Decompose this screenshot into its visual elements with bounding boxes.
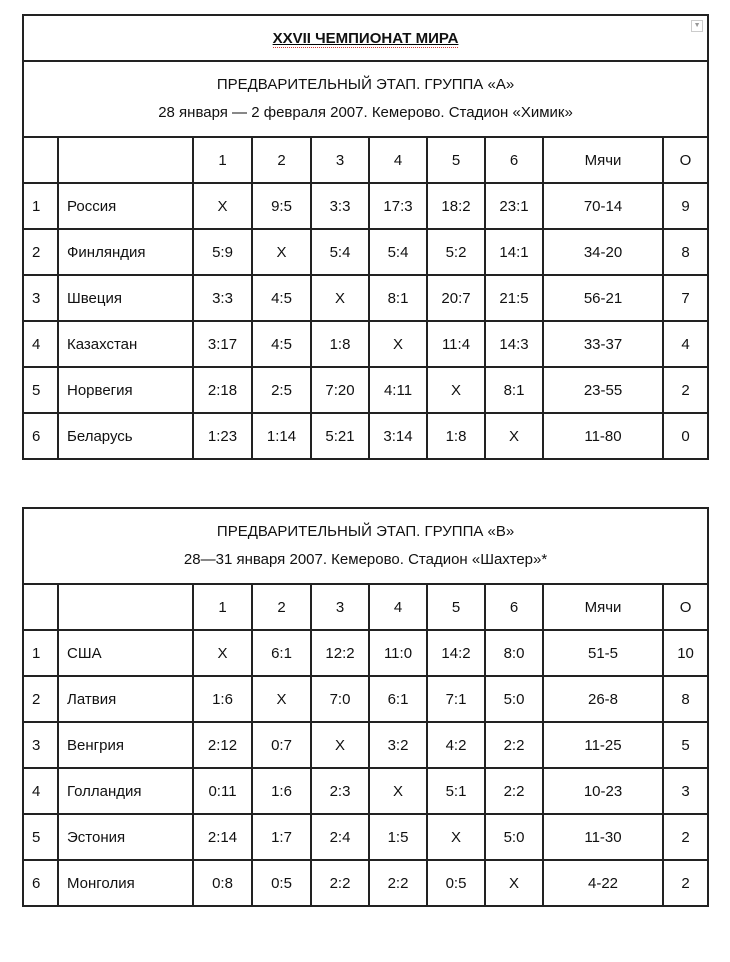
score-cell: 7:1 — [427, 676, 485, 722]
team-name: Швеция — [58, 275, 193, 321]
points-cell: 2 — [663, 860, 708, 906]
header-goals: Мячи — [543, 137, 663, 183]
goals-cell: 4-22 — [543, 860, 663, 906]
score-cell: 1:5 — [369, 814, 427, 860]
score-cell: 4:2 — [427, 722, 485, 768]
table-row — [23, 860, 708, 906]
score-cell: 2:2 — [485, 722, 543, 768]
table-row — [23, 367, 708, 413]
score-cell: 5:1 — [427, 768, 485, 814]
championship-title: XXVII ЧЕМПИОНАТ МИРА ▼ — [23, 15, 708, 61]
row-number: 5 — [23, 814, 58, 860]
score-cell: 0:11 — [193, 768, 252, 814]
team-name: США — [58, 630, 193, 676]
score-cell: 5:0 — [485, 676, 543, 722]
header-col: 1 — [193, 137, 252, 183]
score-cell: 3:14 — [369, 413, 427, 459]
score-cell: 7:20 — [311, 367, 369, 413]
team-name: Монголия — [58, 860, 193, 906]
score-cell: X — [369, 768, 427, 814]
points-cell: 10 — [663, 630, 708, 676]
score-cell: 14:1 — [485, 229, 543, 275]
header-points: О — [663, 584, 708, 630]
header-col: 2 — [252, 137, 311, 183]
score-cell: 3:3 — [311, 183, 369, 229]
points-cell: 8 — [663, 229, 708, 275]
score-cell: 8:0 — [485, 630, 543, 676]
score-cell: 2:4 — [311, 814, 369, 860]
team-name: Норвегия — [58, 367, 193, 413]
score-cell: 0:5 — [252, 860, 311, 906]
score-cell: 12:2 — [311, 630, 369, 676]
row-number: 3 — [23, 275, 58, 321]
score-cell: 7:0 — [311, 676, 369, 722]
score-cell: 11:0 — [369, 630, 427, 676]
score-cell: 14:2 — [427, 630, 485, 676]
header-col: 4 — [369, 137, 427, 183]
header-team — [58, 584, 193, 630]
group-b-table — [22, 507, 709, 907]
goals-cell: 11-80 — [543, 413, 663, 459]
score-cell: X — [427, 367, 485, 413]
score-cell: 23:1 — [485, 183, 543, 229]
table-row — [23, 183, 708, 229]
score-cell: 14:3 — [485, 321, 543, 367]
score-cell: 5:21 — [311, 413, 369, 459]
score-cell: 1:23 — [193, 413, 252, 459]
score-cell: X — [252, 229, 311, 275]
score-cell: 2:18 — [193, 367, 252, 413]
score-cell: X — [193, 630, 252, 676]
goals-cell: 26-8 — [543, 676, 663, 722]
score-cell: X — [311, 275, 369, 321]
goals-cell: 11-25 — [543, 722, 663, 768]
score-cell: X — [427, 814, 485, 860]
team-name: Россия — [58, 183, 193, 229]
score-cell: 0:5 — [427, 860, 485, 906]
score-cell: X — [485, 413, 543, 459]
group-b-header — [23, 508, 708, 584]
score-cell: 0:7 — [252, 722, 311, 768]
header-num — [23, 137, 58, 183]
score-cell: 1:6 — [252, 768, 311, 814]
header-col: 5 — [427, 584, 485, 630]
header-col: 4 — [369, 584, 427, 630]
points-cell: 9 — [663, 183, 708, 229]
score-cell: 1:14 — [252, 413, 311, 459]
header-num — [23, 584, 58, 630]
row-number: 5 — [23, 367, 58, 413]
team-name: Казахстан — [58, 321, 193, 367]
score-cell: 2:12 — [193, 722, 252, 768]
score-cell: X — [252, 676, 311, 722]
goals-cell: 70-14 — [543, 183, 663, 229]
header-col: 3 — [311, 584, 369, 630]
points-cell: 0 — [663, 413, 708, 459]
goals-cell: 56-21 — [543, 275, 663, 321]
header-row — [23, 584, 708, 630]
score-cell: 6:1 — [252, 630, 311, 676]
score-cell: X — [369, 321, 427, 367]
score-cell: 4:5 — [252, 275, 311, 321]
points-cell: 3 — [663, 768, 708, 814]
goals-cell: 10-23 — [543, 768, 663, 814]
points-cell: 4 — [663, 321, 708, 367]
score-cell: 3:2 — [369, 722, 427, 768]
table-row — [23, 814, 708, 860]
points-cell: 8 — [663, 676, 708, 722]
table-row — [23, 275, 708, 321]
score-cell: 11:4 — [427, 321, 485, 367]
dropdown-icon[interactable]: ▼ — [691, 20, 703, 32]
table-row — [23, 229, 708, 275]
score-cell: 5:4 — [369, 229, 427, 275]
score-cell: 5:9 — [193, 229, 252, 275]
team-name: Финляндия — [58, 229, 193, 275]
table-row — [23, 768, 708, 814]
team-name: Венгрия — [58, 722, 193, 768]
score-cell: X — [485, 860, 543, 906]
table-row — [23, 413, 708, 459]
header-row — [23, 137, 708, 183]
header-points: О — [663, 137, 708, 183]
row-number: 2 — [23, 229, 58, 275]
score-cell: 6:1 — [369, 676, 427, 722]
goals-cell: 11-30 — [543, 814, 663, 860]
row-number: 1 — [23, 630, 58, 676]
header-col: 1 — [193, 584, 252, 630]
score-cell: 2:2 — [485, 768, 543, 814]
header-col: 3 — [311, 137, 369, 183]
score-cell: 1:8 — [427, 413, 485, 459]
group-a-heading: ПРЕДВАРИТЕЛЬНЫЙ ЭТАП. ГРУППА «А» — [216, 76, 515, 93]
group-b-info: 28—31 января 2007. Кемерово. Стадион «Шахтер»* — [183, 551, 548, 568]
group-a-info: 28 января — 2 февраля 2007. Кемерово. Стадион «Химик» — [158, 104, 573, 121]
score-cell: 2:2 — [369, 860, 427, 906]
score-cell: 5:4 — [311, 229, 369, 275]
goals-cell: 23-55 — [543, 367, 663, 413]
row-number: 6 — [23, 413, 58, 459]
header-col: 2 — [252, 584, 311, 630]
score-cell: 21:5 — [485, 275, 543, 321]
row-number: 4 — [23, 768, 58, 814]
points-cell: 2 — [663, 814, 708, 860]
score-cell: 4:5 — [252, 321, 311, 367]
score-cell: 5:0 — [485, 814, 543, 860]
header-goals: Мячи — [543, 584, 663, 630]
row-number: 2 — [23, 676, 58, 722]
header-col: 5 — [427, 137, 485, 183]
score-cell: X — [193, 183, 252, 229]
goals-cell: 34-20 — [543, 229, 663, 275]
table-row — [23, 676, 708, 722]
score-cell: X — [311, 722, 369, 768]
score-cell: 2:3 — [311, 768, 369, 814]
goals-cell: 33-37 — [543, 321, 663, 367]
table-row — [23, 321, 708, 367]
row-number: 3 — [23, 722, 58, 768]
group-a-table — [22, 14, 709, 460]
points-cell: 5 — [663, 722, 708, 768]
table-row — [23, 630, 708, 676]
score-cell: 1:7 — [252, 814, 311, 860]
score-cell: 4:11 — [369, 367, 427, 413]
row-number: 1 — [23, 183, 58, 229]
header-col: 6 — [485, 137, 543, 183]
score-cell: 3:17 — [193, 321, 252, 367]
table-row — [23, 722, 708, 768]
team-name: Эстония — [58, 814, 193, 860]
points-cell: 7 — [663, 275, 708, 321]
score-cell: 2:14 — [193, 814, 252, 860]
score-cell: 20:7 — [427, 275, 485, 321]
header-col: 6 — [485, 584, 543, 630]
row-number: 6 — [23, 860, 58, 906]
goals-cell: 51-5 — [543, 630, 663, 676]
score-cell: 2:5 — [252, 367, 311, 413]
team-name: Голландия — [58, 768, 193, 814]
group-b-heading: ПРЕДВАРИТЕЛЬНЫЙ ЭТАП. ГРУППА «В» — [216, 523, 515, 540]
score-cell: 8:1 — [485, 367, 543, 413]
score-cell: 18:2 — [427, 183, 485, 229]
header-team — [58, 137, 193, 183]
score-cell: 1:8 — [311, 321, 369, 367]
team-name: Беларусь — [58, 413, 193, 459]
score-cell: 2:2 — [311, 860, 369, 906]
score-cell: 0:8 — [193, 860, 252, 906]
score-cell: 5:2 — [427, 229, 485, 275]
score-cell: 17:3 — [369, 183, 427, 229]
team-name: Латвия — [58, 676, 193, 722]
score-cell: 1:6 — [193, 676, 252, 722]
score-cell: 9:5 — [252, 183, 311, 229]
group-a-header — [23, 61, 708, 137]
score-cell: 3:3 — [193, 275, 252, 321]
points-cell: 2 — [663, 367, 708, 413]
score-cell: 8:1 — [369, 275, 427, 321]
row-number: 4 — [23, 321, 58, 367]
